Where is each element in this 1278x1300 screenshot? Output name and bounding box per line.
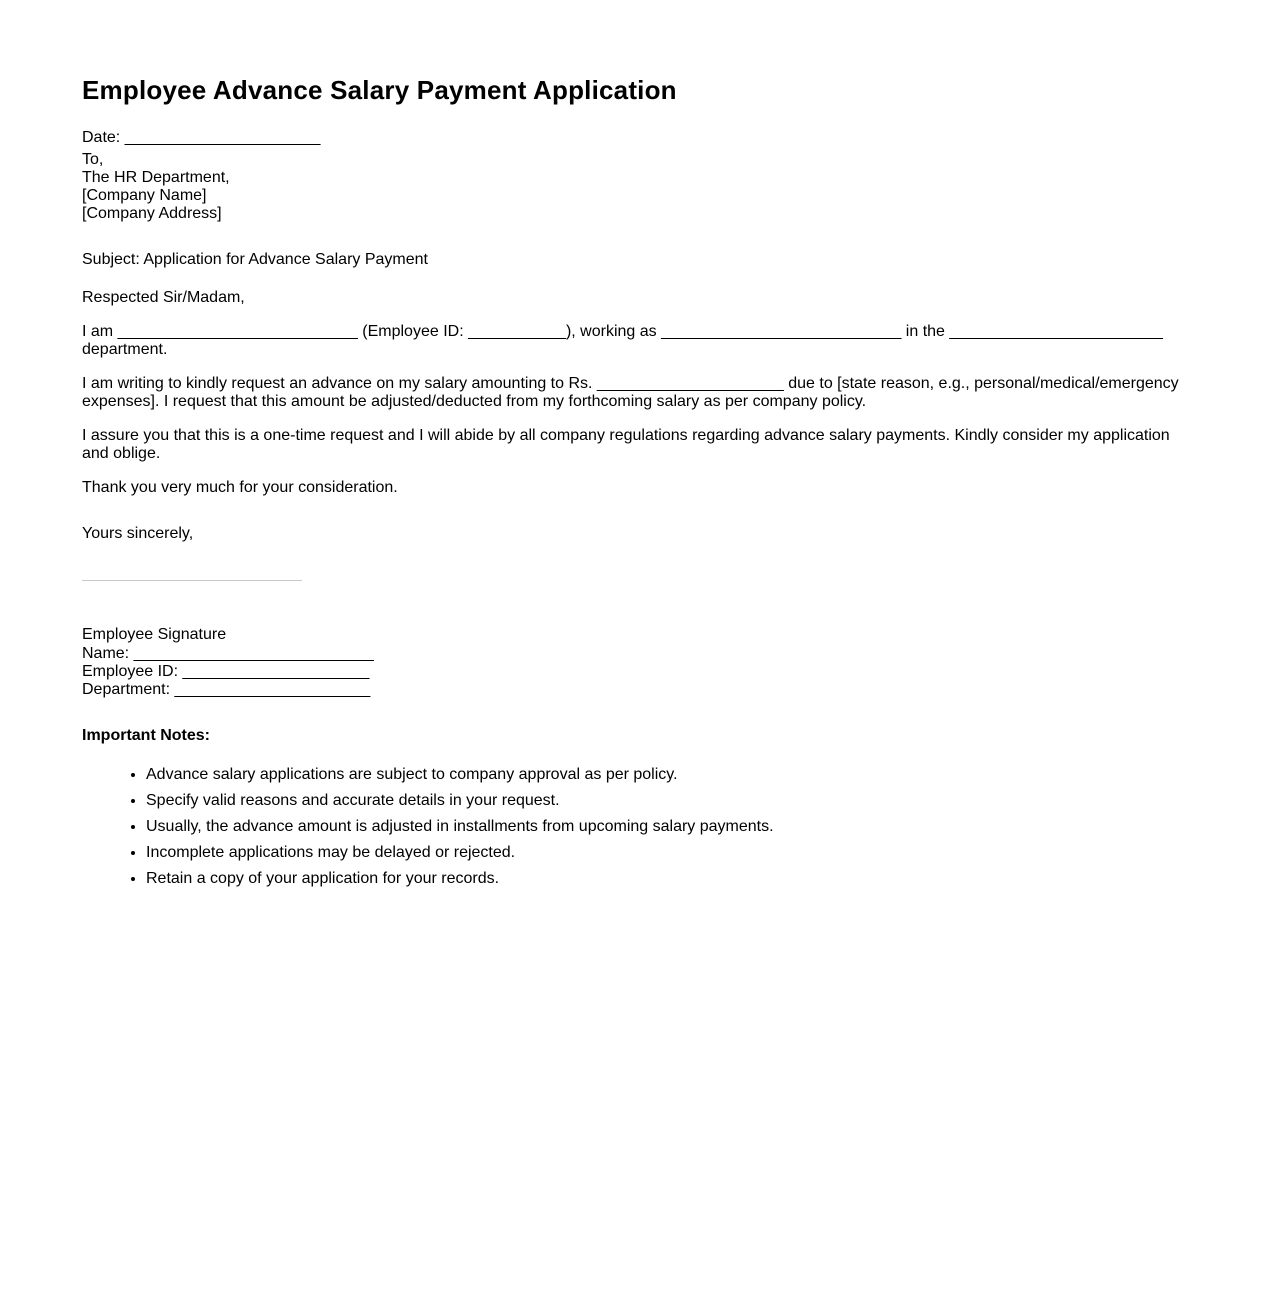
name-field-line: Name: ___________________________ — [82, 645, 374, 662]
signature-label: Employee Signature — [82, 626, 227, 643]
thanks-paragraph: Thank you very much for your consideration. — [82, 479, 398, 496]
address-company-address: [Company Address] — [82, 205, 222, 222]
address-company-name: [Company Name] — [82, 187, 207, 204]
date-field-line: Date: ______________________ — [82, 129, 321, 146]
notes-list — [82, 766, 1192, 888]
address-to: To, — [82, 151, 104, 168]
employee-id-field-line: Employee ID: _____________________ — [82, 663, 370, 680]
list-item: • Usually, the advance amount is adjusted in installments from upcoming salary payments. — [146, 818, 1192, 836]
subject-line: Subject: Application for Advance Salary Payment — [82, 251, 428, 268]
assurance-paragraph: I assure you that this is a one-time request and I will abide by all company regulations regarding advance salary payments. Kindly consider my application and oblige. — [82, 427, 1170, 462]
request-paragraph: I am writing to kindly request an advance on my salary amounting to Rs. _____________________ due to [state reason, e.g., personal/medical/emergency expenses]. I request that this amount be adjusted/deducted from my forthcoming salary as per company policy. — [82, 375, 1179, 410]
signature-line — [82, 580, 302, 581]
list-item: • Retain a copy of your application for your records. — [146, 870, 1192, 888]
department-field-line: Department: ______________________ — [82, 681, 371, 698]
list-item: • Specify valid reasons and accurate details in your request. — [146, 792, 1192, 810]
page-title: Employee Advance Salary Payment Application — [82, 75, 677, 105]
signature-block — [82, 625, 1192, 699]
list-item: • Incomplete applications may be delayed or rejected. — [146, 844, 1192, 862]
address-department: The HR Department, — [82, 169, 230, 186]
list-item: • Advance salary applications are subject to company approval as per policy. — [146, 766, 1192, 784]
notes-title: Important Notes: — [82, 727, 210, 744]
closing-line: Yours sincerely, — [82, 525, 194, 542]
intro-paragraph: I am ___________________________ (Employee ID: ___________), working as ___________________________ in the ________________________ department. — [82, 323, 1163, 358]
recipient-address — [82, 151, 1192, 223]
salutation: Respected Sir/Madam, — [82, 289, 245, 306]
